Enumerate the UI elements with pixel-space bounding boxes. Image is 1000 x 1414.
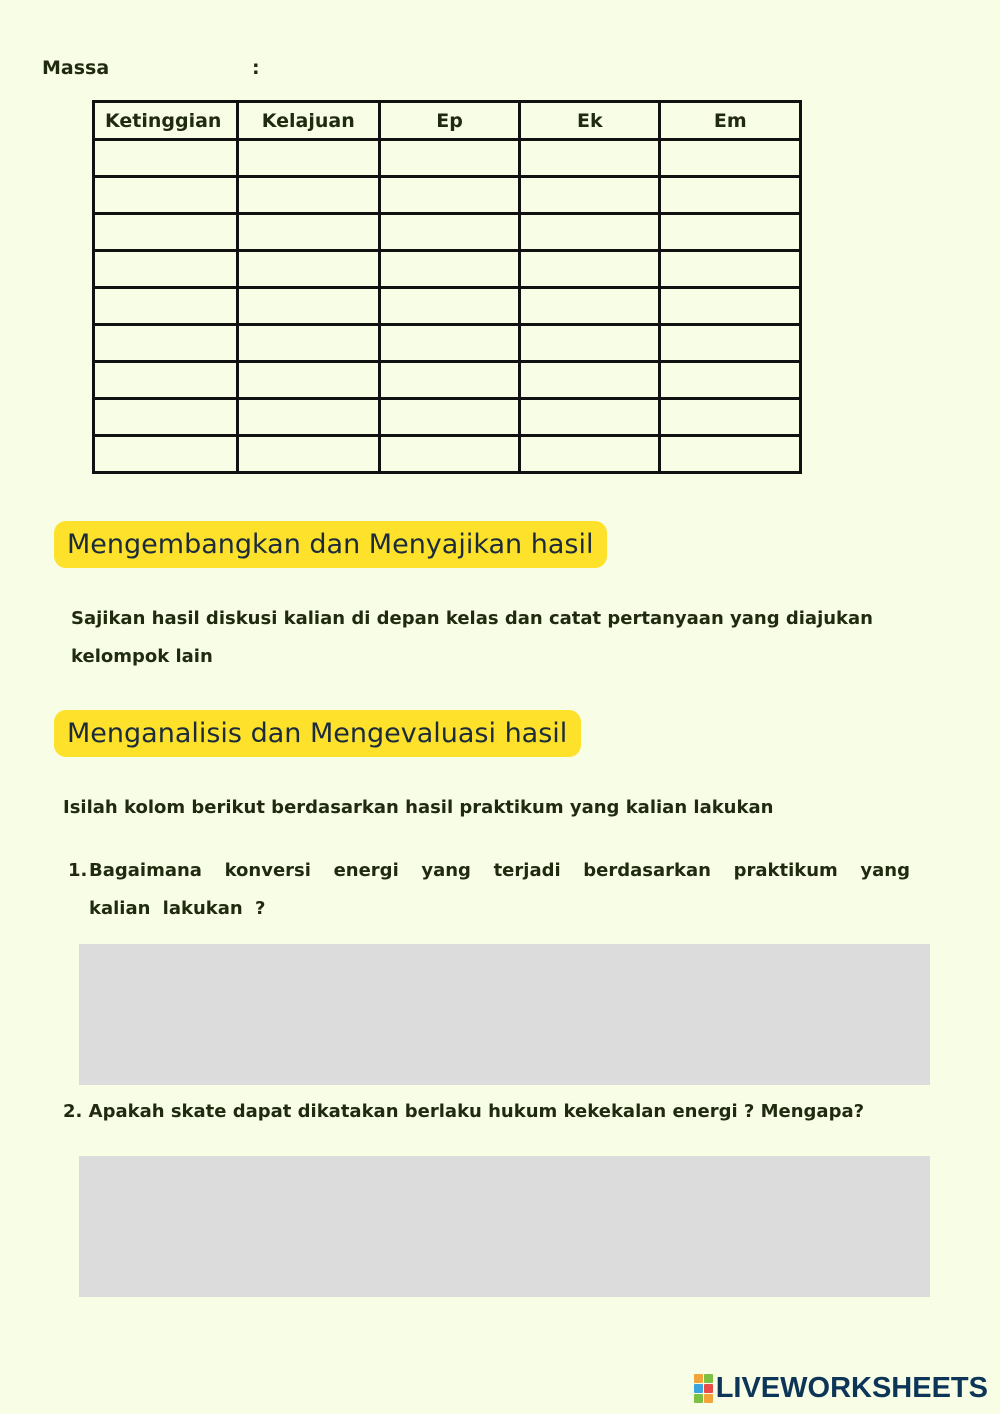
table-row <box>94 325 801 362</box>
table-cell[interactable] <box>520 362 660 399</box>
table-cell[interactable] <box>379 399 519 436</box>
table-cell[interactable] <box>379 251 519 288</box>
table-cell[interactable] <box>94 399 238 436</box>
table-header-row <box>94 102 801 140</box>
header-kelajuan: Kelajuan <box>237 102 379 140</box>
answer-box-2[interactable] <box>79 1156 930 1297</box>
table-cell[interactable] <box>94 140 238 177</box>
table-cell[interactable] <box>660 436 801 473</box>
header-ek: Ek <box>520 102 660 140</box>
table-cell[interactable] <box>94 214 238 251</box>
question-2-number: 2. <box>63 1101 83 1122</box>
table-row <box>94 436 801 473</box>
header-ep: Ep <box>379 102 519 140</box>
section-title-menyajikan: Mengembangkan dan Menyajikan hasil <box>54 521 607 568</box>
table-row <box>94 288 801 325</box>
table-cell[interactable] <box>237 325 379 362</box>
table-cell[interactable] <box>379 214 519 251</box>
table-cell[interactable] <box>520 288 660 325</box>
table-cell[interactable] <box>94 288 238 325</box>
table-cell[interactable] <box>237 251 379 288</box>
table-cell[interactable] <box>520 436 660 473</box>
table-cell[interactable] <box>237 177 379 214</box>
table-cell[interactable] <box>379 140 519 177</box>
table-cell[interactable] <box>660 214 801 251</box>
table-cell[interactable] <box>237 288 379 325</box>
table-cell[interactable] <box>660 362 801 399</box>
table-cell[interactable] <box>237 399 379 436</box>
table-cell[interactable] <box>94 251 238 288</box>
header-ketinggian: Ketinggian <box>94 102 238 140</box>
table-row <box>94 399 801 436</box>
question-1-number: 1. <box>68 860 88 881</box>
table-cell[interactable] <box>520 399 660 436</box>
table-row <box>94 251 801 288</box>
table-cell[interactable] <box>94 362 238 399</box>
table-cell[interactable] <box>520 140 660 177</box>
table-cell[interactable] <box>520 177 660 214</box>
table-cell[interactable] <box>660 325 801 362</box>
table-cell[interactable] <box>520 251 660 288</box>
question-1 <box>68 852 910 928</box>
massa-label: Massa <box>42 57 110 79</box>
table-cell[interactable] <box>94 325 238 362</box>
brand-wordmark: LIVEWORKSHEETS <box>715 1372 988 1404</box>
table-cell[interactable] <box>520 325 660 362</box>
question-2-text: Apakah skate dapat dikatakan berlaku hukum kekekalan energi ? Mengapa? <box>88 1101 865 1122</box>
table-cell[interactable] <box>660 140 801 177</box>
table-cell[interactable] <box>94 177 238 214</box>
section-title-menganalisis: Menganalisis dan Mengevaluasi hasil <box>54 710 581 757</box>
question-1-text: Bagaimana konversi energi yang terjadi berdasarkan praktikum yang kalian lakukan ? <box>89 860 910 919</box>
answer-box-1[interactable] <box>79 944 930 1085</box>
table-cell[interactable] <box>379 288 519 325</box>
table-cell[interactable] <box>379 436 519 473</box>
section1-text: Sajikan hasil diskusi kalian di depan kelas dan catat pertanyaan yang diajukan kelompok lain <box>71 608 873 667</box>
table-cell[interactable] <box>379 325 519 362</box>
question-2 <box>63 1093 943 1131</box>
liveworksheets-brand <box>694 1372 988 1405</box>
data-table <box>92 100 802 474</box>
table-cell[interactable] <box>379 362 519 399</box>
table-row <box>94 362 801 399</box>
table-cell[interactable] <box>660 177 801 214</box>
table-cell[interactable] <box>660 288 801 325</box>
table-row <box>94 140 801 177</box>
table-row <box>94 177 801 214</box>
table-row <box>94 214 801 251</box>
table-cell[interactable] <box>237 362 379 399</box>
table-cell[interactable] <box>520 214 660 251</box>
massa-colon: : <box>252 57 260 79</box>
table-cell[interactable] <box>94 436 238 473</box>
table-cell[interactable] <box>237 140 379 177</box>
table-body <box>94 140 801 473</box>
table-cell[interactable] <box>660 251 801 288</box>
table-cell[interactable] <box>660 399 801 436</box>
section2-instruction: Isilah kolom berikut berdasarkan hasil praktikum yang kalian lakukan <box>63 797 774 818</box>
liveworksheets-logo-icon <box>694 1374 713 1403</box>
table-cell[interactable] <box>237 214 379 251</box>
table-cell[interactable] <box>379 177 519 214</box>
header-em: Em <box>660 102 801 140</box>
table-cell[interactable] <box>237 436 379 473</box>
